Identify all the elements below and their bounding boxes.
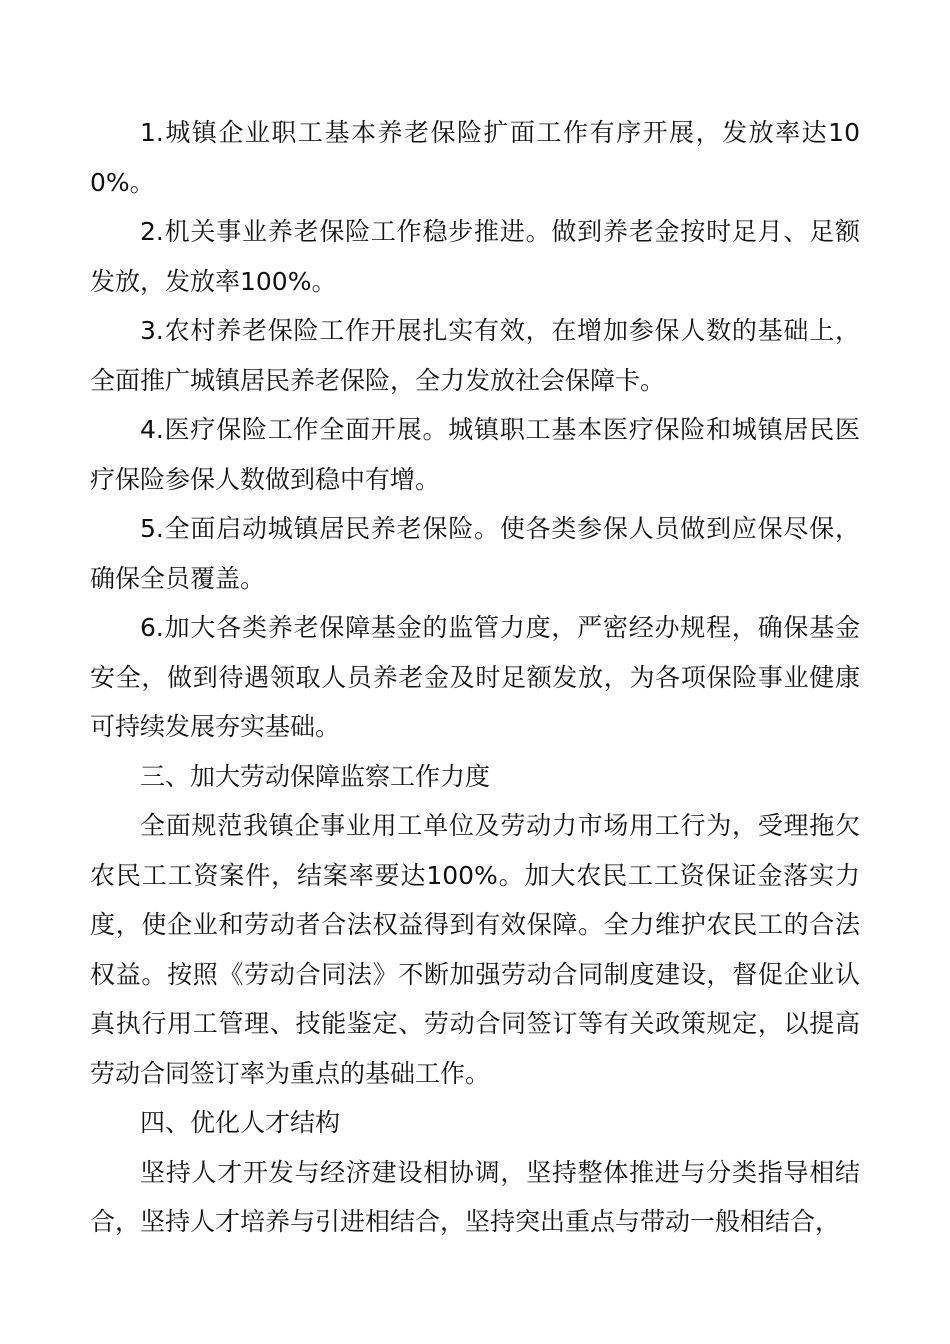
- section-heading-labor-inspection: 三、加大劳动保障监察工作力度: [140, 761, 491, 791]
- paragraph-talent-structure: 坚持人才开发与经济建设相协调，坚持整体推进与分类指导相结合，坚持人才培养与引进相结合，坚持突出重点与带动一般相结合，: [90, 1157, 860, 1236]
- paragraph-pension-expansion: 1.城镇企业职工基本养老保险扩面工作有序开展，发放率达100%。: [90, 118, 860, 197]
- paragraph-resident-pension: 5.全面启动城镇居民养老保险。使各类参保人员做到应保尽保，确保全员覆盖。: [90, 514, 860, 593]
- section-heading-talent-structure: 四、优化人才结构: [140, 1108, 341, 1137]
- paragraph-institution-pension: 2.机关事业养老保险工作稳步推进。做到养老金按时足月、足额发放，发放率100%。: [90, 217, 860, 296]
- paragraph-fund-supervision: 6.加大各类养老保障基金的监管力度，严密经办规程，确保基金安全，做到待遇领取人员养老金及时足额发放，为各项保险事业健康可持续发展夯实基础。: [90, 613, 860, 741]
- paragraph-labor-inspection: 全面规范我镇企事业用工单位及劳动力市场用工行为，受理拖欠农民工工资案件，结案率要达100%。加大农民工工资保证金落实力度，使企业和劳动者合法权益得到有效保障。全力维护农民工的合法权益。按照《劳动合同法》不断加强劳动合同制度建设，督促企业认真执行用工管理、技能鉴定、劳动合同签订等有关政策规定，以提高劳动合同签订率为重点的基础工作。: [90, 811, 860, 1088]
- paragraph-rural-pension: 3.农村养老保险工作开展扎实有效，在增加参保人数的基础上，全面推广城镇居民养老保险，全力发放社会保障卡。: [90, 316, 860, 395]
- document-body: [90, 108, 860, 1247]
- paragraph-medical-insurance: 4.医疗保险工作全面开展。城镇职工基本医疗保险和城镇居民医疗保险参保人数做到稳中有增。: [90, 415, 860, 494]
